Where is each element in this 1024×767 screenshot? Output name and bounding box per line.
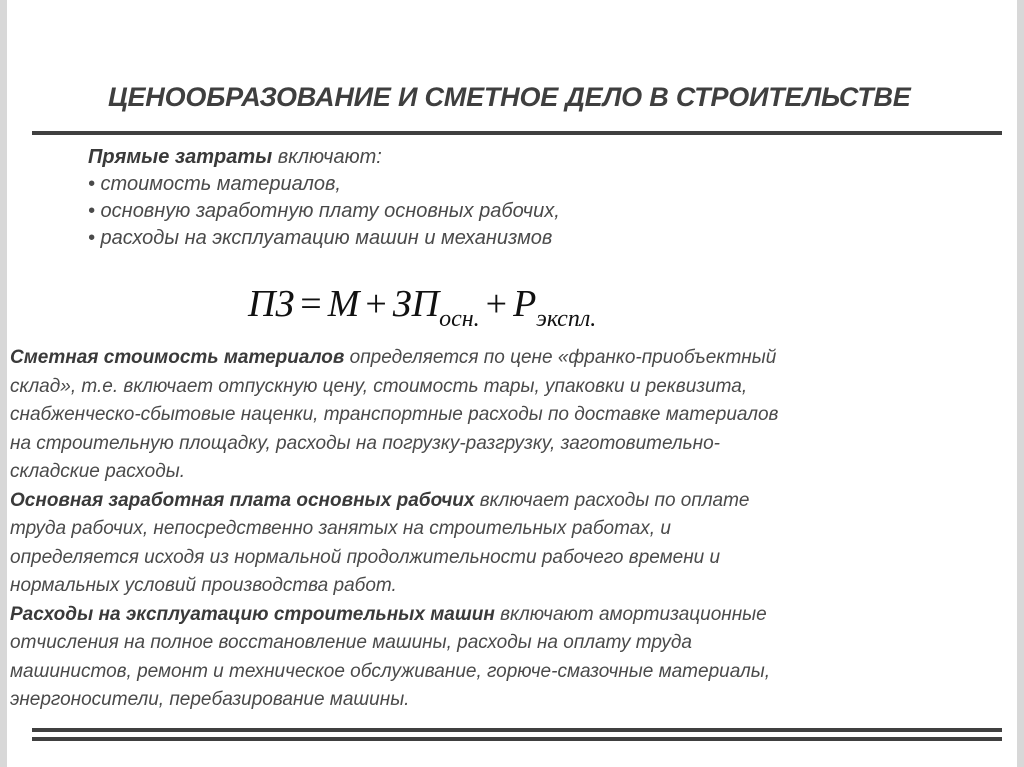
slide-frame-left [0, 0, 7, 767]
formula-term-machines-sub: экспл. [536, 306, 597, 332]
paragraph-line: склад», т.е. включает отпускную цену, стоимость тары, упаковки и реквизита, [10, 375, 748, 397]
direct-costs-intro [88, 144, 848, 252]
paragraph-text: включают амортизационные [494, 603, 767, 625]
bullet-item: • расходы на эксплуатацию машин и механизмов [88, 227, 553, 249]
paragraph-line: снабженческо-сбытовые наценки, транспортные расходы по доставке материалов [10, 404, 779, 425]
paragraph-line [10, 601, 1010, 630]
formula-plus: + [365, 283, 387, 325]
footer-divider-upper [32, 728, 1002, 732]
paragraph-text: определяется по цене «франко-приобъектный [344, 347, 777, 368]
formula-term-materials: М [327, 283, 360, 325]
bullet-item: • основную заработную плату основных рабочих, [88, 200, 560, 222]
slide-title: ЦЕНООБРАЗОВАНИЕ И СМЕТНОЕ ДЕЛО В СТРОИТЕЛЬСТВЕ [108, 82, 911, 112]
paragraph-line: труда рабочих, непосредственно занятых на строительных работах, и [10, 518, 671, 539]
paragraph-line: определяется исходя из нормальной продолжительности рабочего времени и [10, 546, 721, 568]
paragraph-line: на строительную площадку, расходы на погрузку-разгрузку, заготовительно- [10, 432, 720, 454]
cost-definitions [10, 344, 1010, 715]
paragraph-line: складские расходы. [10, 461, 185, 482]
intro-heading-rest: включают: [272, 146, 382, 168]
direct-costs-formula [248, 282, 596, 333]
paragraph-base-wages [10, 487, 1010, 601]
paragraph-line: нормальных условий производства работ. [10, 575, 397, 596]
intro-heading-bold: Прямые затраты [88, 146, 273, 168]
intro-heading [88, 144, 848, 171]
formula-term-wages: ЗП [392, 283, 440, 325]
paragraph-term: Основная заработная плата основных рабочих [10, 489, 475, 511]
paragraph-materials-cost [10, 344, 1010, 487]
paragraph-term: Сметная стоимость материалов [10, 347, 345, 368]
paragraph-line [10, 487, 1010, 516]
formula-term-wages-sub: осн. [439, 306, 480, 332]
footer-divider-lower [32, 737, 1002, 741]
bullet-item: • стоимость материалов, [88, 173, 341, 195]
paragraph-line [10, 344, 1010, 373]
formula-term-machines: Р [513, 283, 537, 325]
paragraph-line: машинистов, ремонт и техническое обслуживание, горюче-смазочные материалы, [10, 660, 771, 682]
title-divider [32, 131, 1002, 135]
formula-equals: = [300, 283, 322, 325]
paragraph-term: Расходы на эксплуатацию строительных машин [10, 603, 495, 625]
paragraph-text: включает расходы по оплате [474, 489, 750, 511]
slide-frame-right [1017, 0, 1024, 767]
paragraph-machine-costs [10, 601, 1010, 715]
formula-plus: + [485, 283, 508, 325]
paragraph-line: энергоносители, перебазирование машины. [10, 689, 410, 710]
formula-lhs: ПЗ [248, 283, 295, 325]
paragraph-line: отчисления на полное восстановление машины, расходы на оплату труда [10, 632, 692, 653]
